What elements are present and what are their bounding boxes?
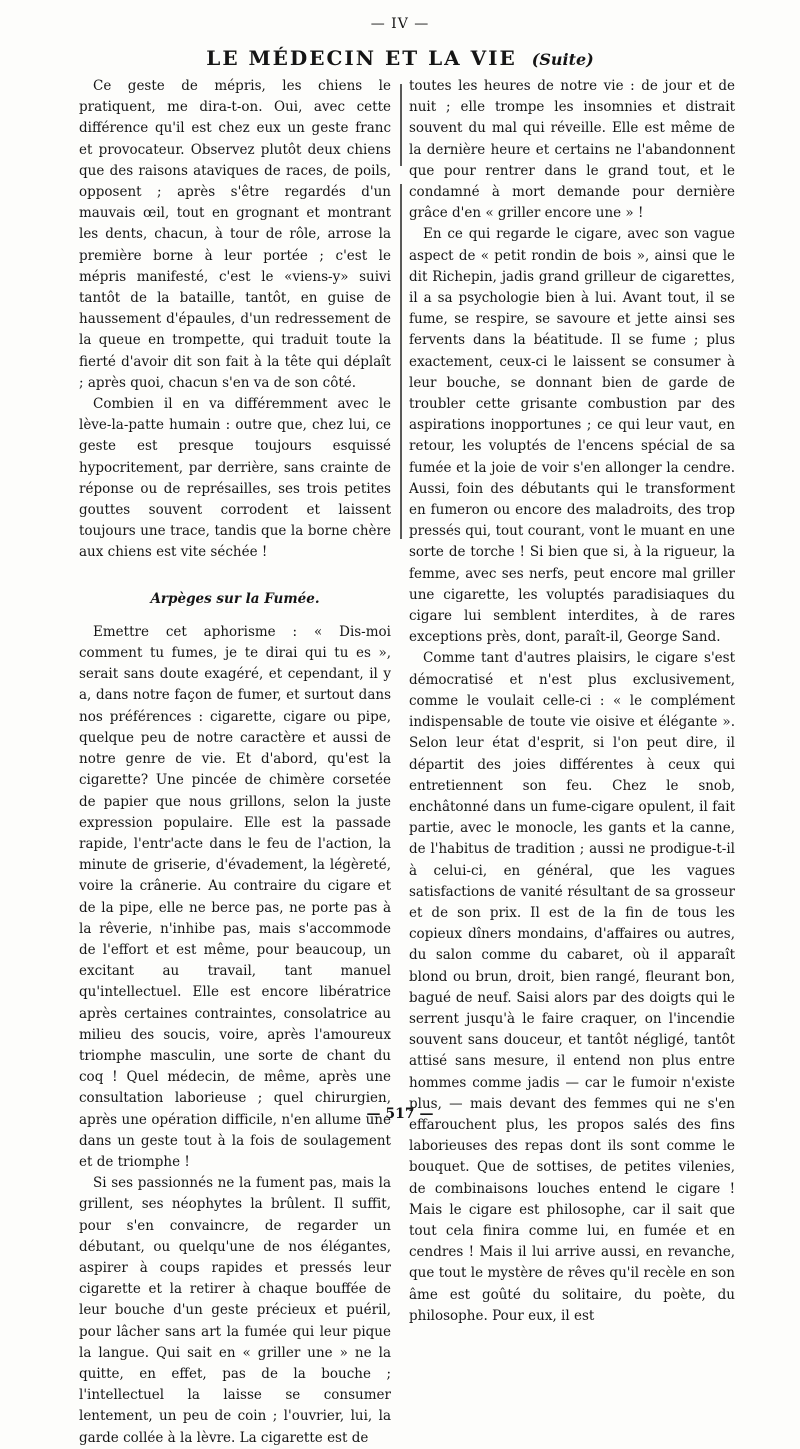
title-text: LE MÉDECIN ET LA VIE (206, 46, 517, 70)
paragraph: Combien il en va différemment avec le lève-la-patte humain : outre que, chez lui, ce geste est presque toujours esquissé hypocritement, par derrière, sans crainte de réponse ou de représailles, ses trois petites gouttes souvent corrodent et laissent toujours une trace, tandis que la borne chère aux chiens est vite séchée ! (79, 396, 391, 561)
paragraph: Comme tant d'autres plaisirs, le cigare s'est démocratisé et n'est plus exclusivement, comme le voulait celle-ci : « le complément indispensable de toute vie oisive et élégante ». Selon leur état d'esprit, si l'on peut dire, il départit des joies différentes à ceux qui entretiennent son feu. Chez le snob, enchâtonné dans un fume-cigare opulent, il fait partie, avec le monocle, les gants et la canne, de l'habitus de tradition ; aussi ne prodigue-t-il à celui-ci, en général, que les vagues satisfactions de vanité résultant de sa grosseur et de son prix. Il est de la fin de tous les copieux dîners mondains, d'affaires ou autres, du salon comme du cabaret, où il apparaît blond ou brun, droit, bien rangé, fleurant bon, bagué de neuf. Saisi alors par des doigts qui le serrent jusqu'à le faire craquer, on l'incendie souvent sans douceur, et tantôt négligé, tantôt attisé sans mesure, il entend non plus entre hommes comme jadis — car le fumoir n'existe plus, — mais devant des femmes qui ne s'en effarouchent plus, les propos salés des fins laborieuses des repas dont ils sont comme le bouquet. Que de sottises, de petites vilenies, de combinaisons louches entend le cigare ! Mais le cigare est philosophe, car il sait que tout cela finira comme lui, en fumée et en cendres ! Mais il lui arrive aussi, en revanche, que tout le mystère de rêves qu'il recèle en son âme est goûté du solitaire, du poète, du philosophe. Pour eux, il est (409, 650, 735, 1324)
left-column (79, 76, 391, 1449)
column-divider (400, 84, 402, 539)
paragraph: toutes les heures de notre vie : de jour et de nuit ; elle trompe les insomnies et distrait souvent du mal qui réveille. Elle est même de la dernière heure et certains ne l'abandonnent que pour rentrer dans le grand tout, et le condamné à mort demande pour dernière grâce d'en « griller encore une » ! (409, 78, 735, 222)
page-title (0, 46, 800, 70)
paragraph: En ce qui regarde le cigare, avec son vague aspect de « petit rondin de bois », ainsi que le dit Richepin, jadis grand grilleur de cigarettes, il a sa psychologie bien à lui. Avant tout, il se fume, se respire, se savoure et jette ainsi ses fervents dans la béatitude. Il se fume ; plus exactement, ceux-ci le laissent se consumer à leur bouche, se donnant bien de garde de troubler cette grisante combustion par des aspirations inopportunes ; ce qui leur vaut, en retour, les voluptés de l'encens spécial de sa fumée et la joie de voir s'en allonger la cendre. Aussi, foin des débutants qui le transforment en fumeron ou encore des maladroits, des trop pressés qui, tout courant, vont le muant en une sorte de torche ! Si bien que si, à la rigueur, la femme, avec ses nerfs, peut encore mal griller une cigarette, les voluptés paradisiaques du cigare lui semblent interdites, à de rares exceptions près, dont, paraît-il, George Sand. (409, 226, 735, 646)
title-suffix: (Suite) (531, 50, 594, 69)
paragraph: Emettre cet aphorisme : « Dis-moi comment tu fumes, je te dirai qui tu es », serait sans doute exagéré, et cependant, il y a, dans notre façon de fumer, et surtout dans nos préférences : cigarette, cigare ou pipe, quelque peu de notre caractère et aussi de notre genre de vie. Et d'abord, qu'est la cigarette? Une pincée de chimère corsetée de papier que nous grillons, selon la juste expression populaire. Elle est la passade rapide, l'entr'acte dans le feu de l'action, la minute de griserie, d'évadement, la légèreté, voire la crânerie. Au contraire du cigare et de la pipe, elle ne berce pas, ne porte pas à la rêverie, n'inhibe pas, mais s'accommode de l'effort et est même, pour beaucoup, un excitant au travail, tant manuel qu'intellectuel. Elle est encore libératrice après certaines contraintes, consolatrice au milieu des soucis, voire, après l'amoureux triomphe masculin, une sorte de chant du coq ! Quel médecin, de même, après une consultation laborieuse ; quel chirurgien, après une opération difficile, n'en allume une dans un geste tout à la fois de soulagement et de triomphe ! (79, 623, 391, 1170)
section-heading: Arpèges sur la Fumée. (150, 590, 320, 607)
paragraph: Ce geste de mépris, les chiens le pratiquent, me dira-t-on. Oui, avec cette différence qu'il est chez eux un geste franc et provocateur. Observez plutôt deux chiens que des raisons ataviques de races, de poils, opposent ; après s'être regardés d'un mauvais œil, tout en grognant et montrant les dents, chacun, à tour de rôle, arrose la première borne à leur portée ; c'est le mépris manifesté, c'est le «viens-y» suivi tantôt de la bataille, tantôt, en guise de haussement d'épaules, d'un redressement de la queue en trompette, qui traduit toute la fierté d'avoir dit son fait à la tête qui déplaît ; après quoi, chacun s'en va de son côté. (79, 78, 391, 391)
right-column (409, 76, 735, 1327)
page-number: — 517 — (366, 1106, 434, 1122)
page-roman-numeral: — IV — (370, 16, 430, 32)
paragraph: Si ses passionnés ne la fument pas, mais la grillent, ses néophytes la brûlent. Il suffit, pour s'en convaincre, de regarder un débutant, ou quelqu'une de nos élégantes, aspirer à coups rapides et pressés leur cigarette et la retirer à chaque bouffée de leur bouche d'un geste précieux et puéril, pour lâcher sans art la fumée qui leur pique la langue. Qui sait en « griller une » ne la quitte, en effet, pas de la bouche ; l'intellectuel la laisse se consumer lentement, un peu de coin ; l'ouvrier, lui, la garde collée à la lèvre. La cigarette est de (79, 1175, 391, 1446)
